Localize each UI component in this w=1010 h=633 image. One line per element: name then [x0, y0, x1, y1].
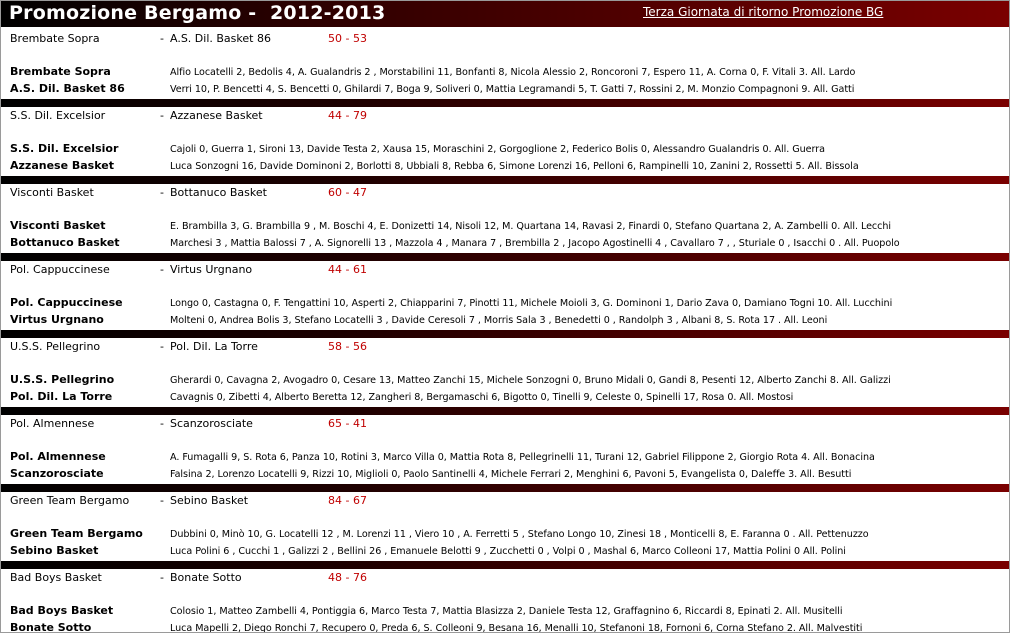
divider-bar [1, 176, 1009, 184]
game-block [1, 184, 1009, 261]
match-separator: - [160, 32, 164, 45]
away-team-name: Azzanese Basket [170, 109, 263, 122]
divider-bar [1, 253, 1009, 261]
home-team-label: Pol. Cappuccinese [10, 296, 123, 309]
divider-bar [1, 407, 1009, 415]
home-roster: A. Fumagalli 9, S. Rota 6, Panza 10, Rotini 3, Marco Villa 0, Mattia Rota 8, Pellegrinelli 11, Turani 12, Gabriel Filippone 2, Giorgio Rota 4. All. Bonacina [170, 452, 875, 463]
home-roster: Dubbini 0, Minò 10, G. Locatelli 12 , M. Lorenzi 11 , Viero 10 , A. Ferretti 5 , Stefano Longo 10, Zinesi 18 , Monticelli 8, E. Faranna 0 . All. Pettenuzzo [170, 529, 869, 540]
away-team-name: Bonate Sotto [170, 571, 242, 584]
page-title: Promozione Bergamo - 2012-2013 [9, 2, 386, 24]
home-roster: E. Brambilla 3, G. Brambilla 9 , M. Boschi 4, E. Donizetti 14, Nisoli 12, M. Quartana 14, Ravasi 2, Finardi 0, Stefano Quartana 2, A. Zambelli 0. All. Lecchi [170, 221, 892, 232]
game-block [1, 107, 1009, 184]
away-team-label: Bonate Sotto [10, 621, 92, 633]
match-score: 58 - 56 [328, 340, 367, 353]
away-team-name: Bottanuco Basket [170, 186, 267, 199]
away-roster: Luca Mapelli 2, Diego Ronchi 7, Recupero 0, Preda 6, S. Colleoni 9, Besana 16, Menalli 10, Stefanoni 18, Fornoni 6, Corna Stefano 2. All. Malvestiti [170, 623, 863, 633]
home-team-name: Green Team Bergamo [10, 494, 130, 507]
away-team-label: Pol. Dil. La Torre [10, 390, 113, 403]
away-team-label: Bottanuco Basket [10, 236, 120, 249]
home-team-name: S.S. Dil. Excelsior [10, 109, 106, 122]
away-roster: Luca Polini 6 , Cucchi 1 , Galizzi 2 , Bellini 26 , Emanuele Belotti 9 , Zucchetti 0 , Volpi 0 , Mashal 6, Marco Colleoni 17, Mattia Polini 0 All. Polini [170, 546, 846, 557]
home-team-name: Visconti Basket [10, 186, 94, 199]
match-separator: - [160, 417, 164, 430]
match-separator: - [160, 494, 164, 507]
match-score: 50 - 53 [328, 32, 367, 45]
home-roster: Alfio Locatelli 2, Bedolis 4, A. Gualandris 2 , Morstabilini 11, Bonfanti 8, Nicola Alessio 2, Roncoroni 7, Espero 11, A. Corna 0, F. Vitali 3. All. Lardo [170, 67, 856, 78]
home-team-label: S.S. Dil. Excelsior [10, 142, 119, 155]
match-separator: - [160, 109, 164, 122]
home-team-name: Bad Boys Basket [10, 571, 102, 584]
away-roster: Luca Sonzogni 16, Davide Dominoni 2, Borlotti 8, Ubbiali 8, Rebba 6, Simone Lorenzi 16, Pelloni 6, Rampinelli 10, Zanini 2, Rossetti 5. All. Bissola [170, 161, 859, 172]
away-team-label: Scanzorosciate [10, 467, 104, 480]
divider-bar [1, 484, 1009, 492]
home-team-name: Pol. Cappuccinese [10, 263, 110, 276]
match-separator: - [160, 263, 164, 276]
match-score: 84 - 67 [328, 494, 367, 507]
home-team-label: Brembate Sopra [10, 65, 111, 78]
away-team-name: Sebino Basket [170, 494, 249, 507]
header-bar [1, 1, 1009, 27]
home-team-name: U.S.S. Pellegrino [10, 340, 101, 353]
match-score: 60 - 47 [328, 186, 367, 199]
game-block [1, 569, 1009, 633]
match-separator: - [160, 186, 164, 199]
away-team-name: A.S. Dil. Basket 86 [170, 32, 271, 45]
away-team-label: A.S. Dil. Basket 86 [10, 82, 125, 95]
home-team-label: Bad Boys Basket [10, 604, 114, 617]
match-score: 48 - 76 [328, 571, 367, 584]
game-block [1, 261, 1009, 338]
match-score: 44 - 79 [328, 109, 367, 122]
away-team-name: Pol. Dil. La Torre [170, 340, 258, 353]
home-team-label: Green Team Bergamo [10, 527, 143, 540]
divider-bar [1, 99, 1009, 107]
away-roster: Falsina 2, Lorenzo Locatelli 9, Rizzi 10, Miglioli 0, Paolo Santinelli 4, Michele Ferrari 2, Menghini 6, Pavoni 5, Evangelista 0, Daleffe 3. All. Besutti [170, 469, 852, 480]
match-separator: - [160, 571, 164, 584]
match-separator: - [160, 340, 164, 353]
match-score: 44 - 61 [328, 263, 367, 276]
away-roster: Marchesi 3 , Mattia Balossi 7 , A. Signorelli 13 , Mazzola 4 , Manara 7 , Brembilla 2 , Jacopo Agostinelli 4 , Cavallaro 7 , , Sturiale 0 , Isacchi 0 . All. Puopolo [170, 238, 900, 249]
game-block [1, 338, 1009, 415]
away-team-label: Sebino Basket [10, 544, 99, 557]
match-score: 65 - 41 [328, 417, 367, 430]
game-block [1, 30, 1009, 107]
divider-bar [1, 330, 1009, 338]
away-team-label: Azzanese Basket [10, 159, 114, 172]
away-roster: Verri 10, P. Bencetti 4, S. Bencetti 0, Ghilardi 7, Boga 9, Soliveri 0, Mattia Legramandi 5, T. Gatti 7, Rossini 2, M. Monzio Compagnoni 9. All. Gatti [170, 84, 855, 95]
away-roster: Cavagnis 0, Zibetti 4, Alberto Beretta 12, Zangheri 8, Bergamaschi 6, Bigotto 0, Tinelli 9, Celeste 0, Spinelli 17, Rosa 0. All. Mostosi [170, 392, 794, 403]
home-team-label: Pol. Almennese [10, 450, 106, 463]
home-team-name: Pol. Almennese [10, 417, 95, 430]
home-roster: Longo 0, Castagna 0, F. Tengattini 10, Asperti 2, Chiapparini 7, Pinotti 11, Michele Moioli 3, G. Dominoni 1, Dario Zava 0, Damiano Togni 10. All. Lucchini [170, 298, 893, 309]
away-team-name: Virtus Urgnano [170, 263, 253, 276]
game-block [1, 415, 1009, 492]
round-link[interactable]: Terza Giornata di ritorno Promozione BG [643, 5, 884, 19]
home-team-name: Brembate Sopra [10, 32, 100, 45]
home-team-label: Visconti Basket [10, 219, 106, 232]
divider-bar [1, 561, 1009, 569]
away-roster: Molteni 0, Andrea Bolis 3, Stefano Locatelli 3 , Davide Ceresoli 7 , Morris Sala 3 , Benedetti 0 , Randolph 3 , Albani 8, S. Rota 17 . All. Leoni [170, 315, 828, 326]
away-team-label: Virtus Urgnano [10, 313, 104, 326]
home-team-label: U.S.S. Pellegrino [10, 373, 115, 386]
home-roster: Cajoli 0, Guerra 1, Sironi 13, Davide Testa 2, Xausa 15, Moraschini 2, Gorgoglione 2, Federico Bolis 0, Alessandro Gualandris 0. All. Guerra [170, 144, 825, 155]
home-roster: Colosio 1, Matteo Zambelli 4, Pontiggia 6, Marco Testa 7, Mattia Blasizza 2, Daniele Testa 12, Graffagnino 6, Riccardi 8, Epinati 2. All. Musitelli [170, 606, 843, 617]
away-team-name: Scanzorosciate [170, 417, 253, 430]
game-block [1, 492, 1009, 569]
home-roster: Gherardi 0, Cavagna 2, Avogadro 0, Cesare 13, Matteo Zanchi 15, Michele Sonzogni 0, Bruno Midali 0, Gandi 8, Pesenti 12, Alberto Zanchi 8. All. Galizzi [170, 375, 891, 386]
